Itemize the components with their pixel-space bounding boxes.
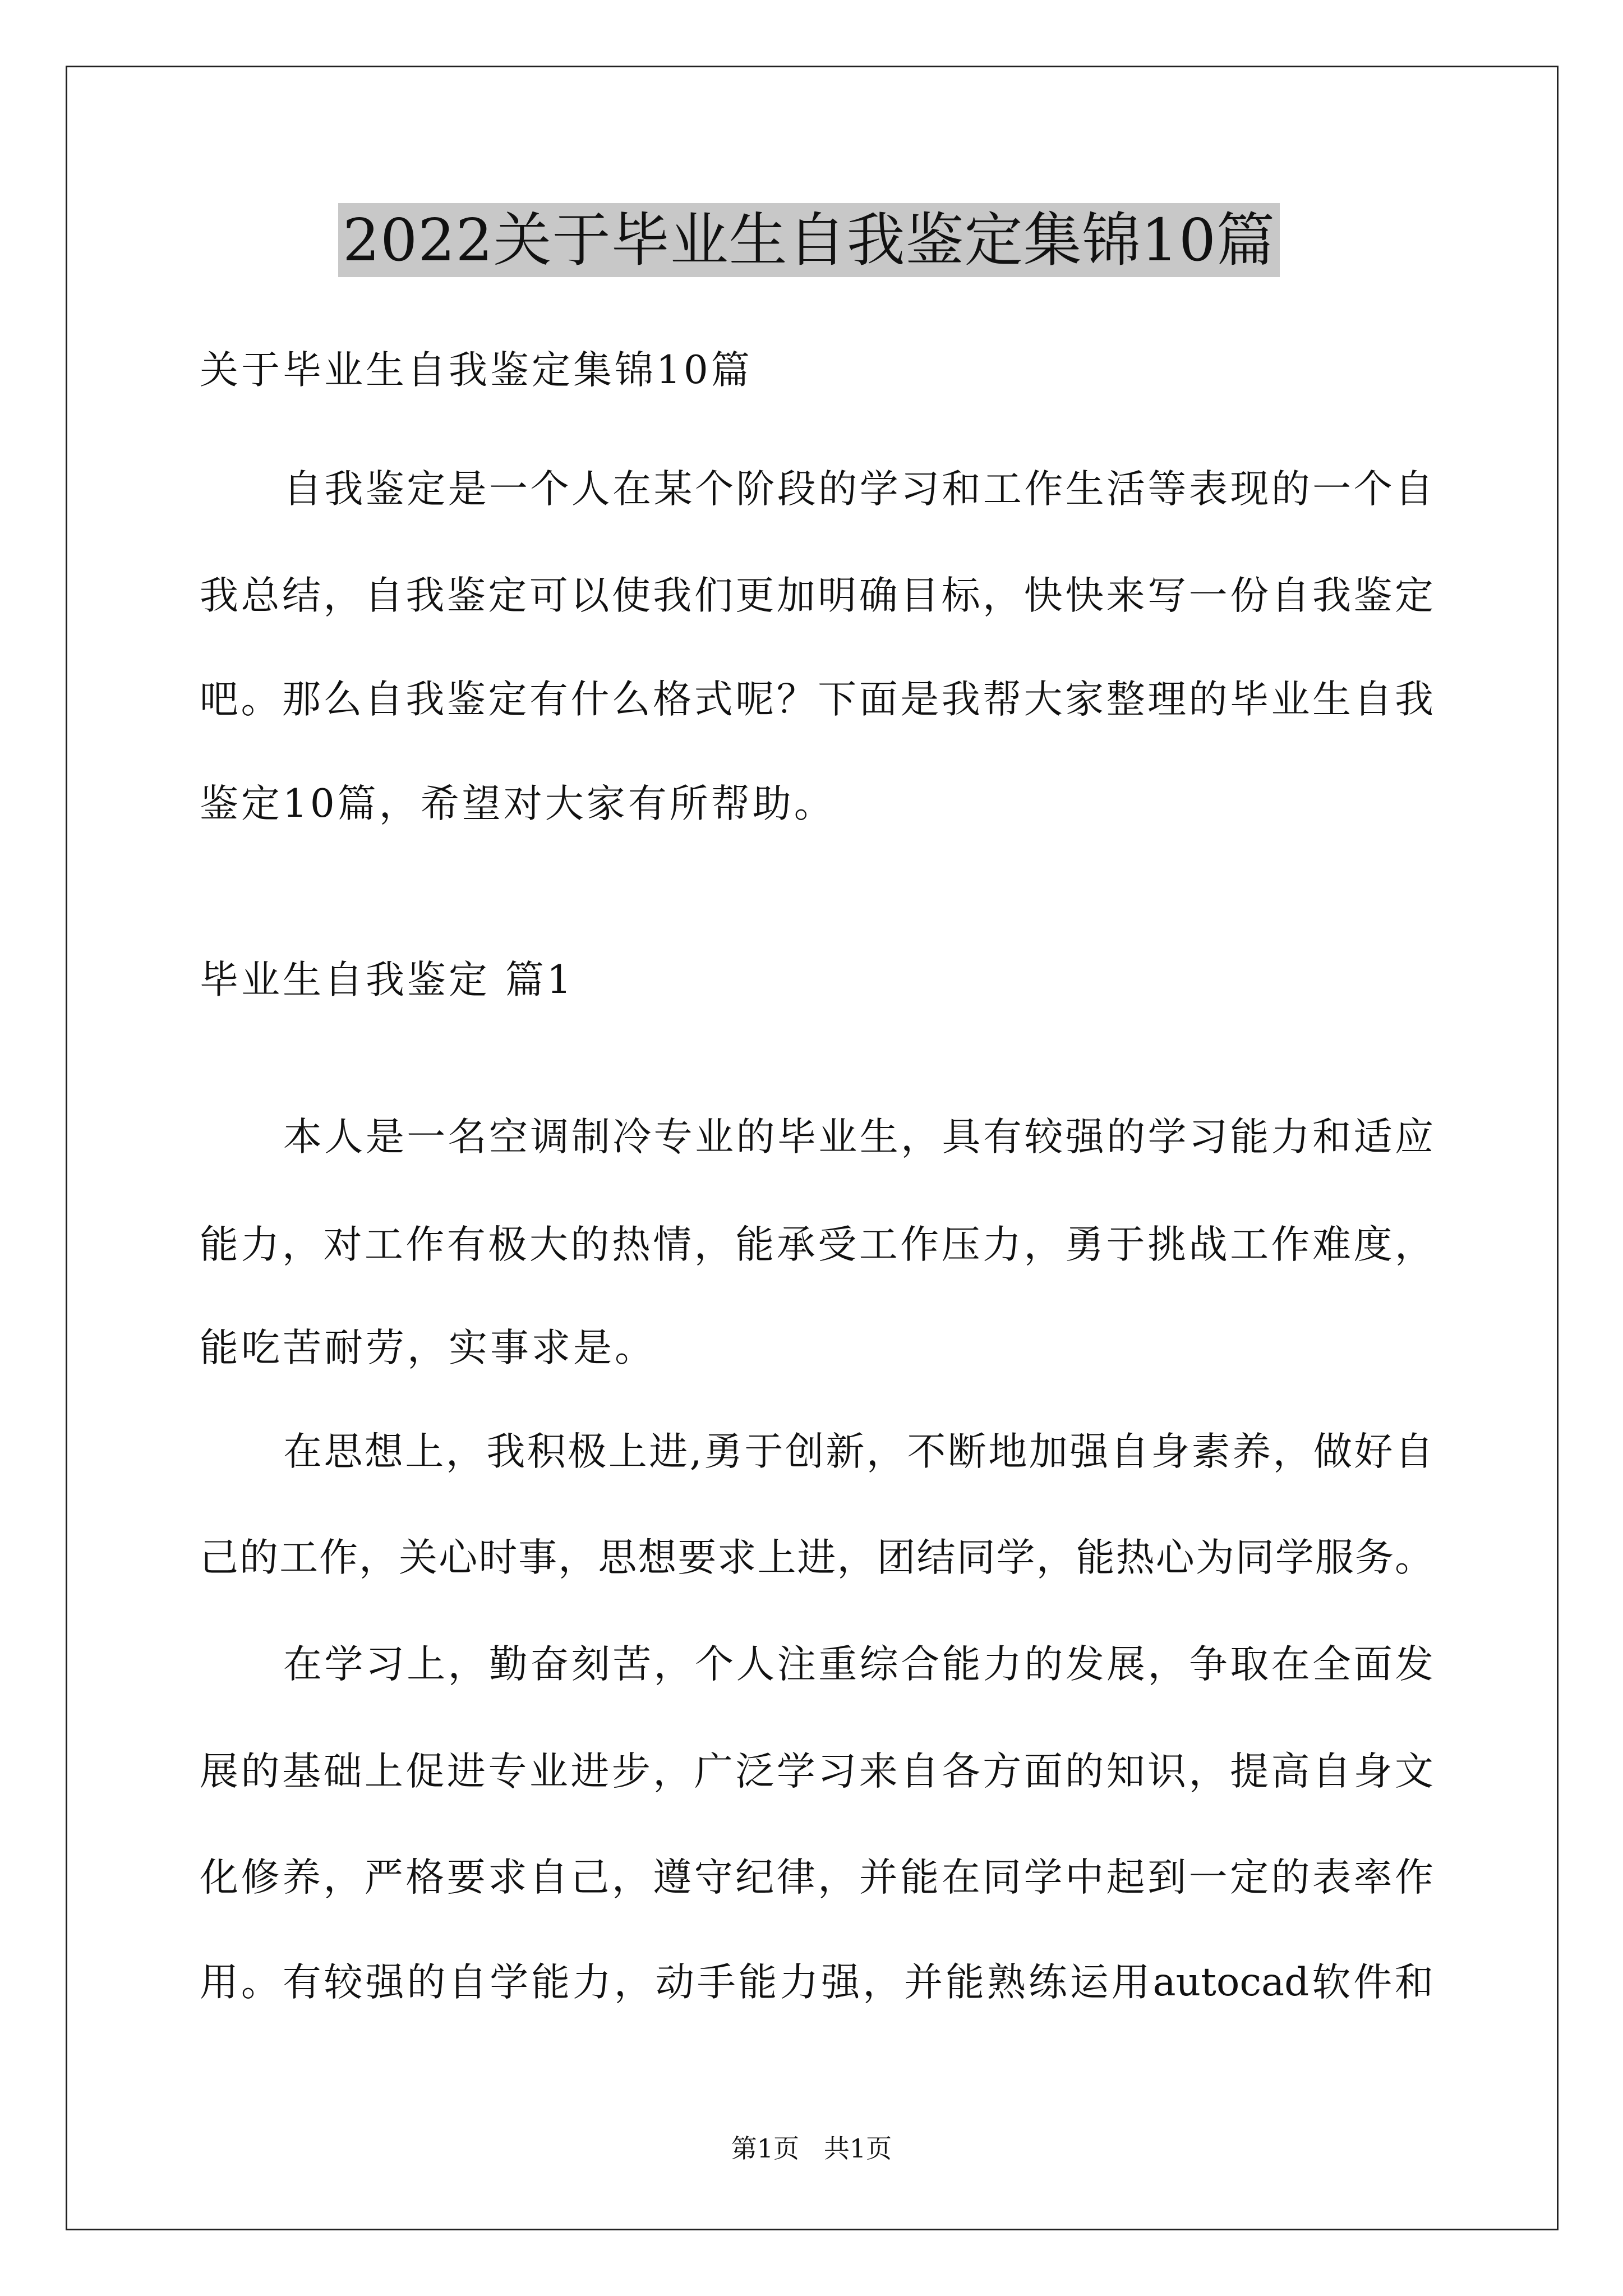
para2-line-1: 在思想上，我积极上进,勇于创新，不断地加强自身素养，做好自 xyxy=(283,1429,1433,1474)
para1-line-3: 能吃苦耐劳，实事求是。 xyxy=(200,1326,656,1370)
intro-line-3: 吧。那么自我鉴定有什么格式呢？下面是我帮大家整理的毕业生自我 xyxy=(200,677,1433,722)
para3-line-2: 展的基础上促进专业进步，广泛学习来自各方面的知识，提高自身文 xyxy=(200,1749,1433,1794)
intro-line-1: 自我鉴定是一个人在某个阶段的学习和工作生活等表现的一个自 xyxy=(283,467,1433,512)
para3-line-1: 在学习上，勤奋刻苦，个人注重综合能力的发展，争取在全面发 xyxy=(283,1642,1433,1687)
para2-line-2: 己的工作，关心时事，思想要求上进，团结同学，能热心为同学服务。 xyxy=(200,1535,1433,1580)
para1-line-1: 本人是一名空调制冷专业的毕业生，具有较强的学习能力和适应 xyxy=(283,1115,1433,1159)
document-subtitle: 关于毕业生自我鉴定集锦10篇 xyxy=(200,348,753,393)
section-heading: 毕业生自我鉴定 篇1 xyxy=(200,958,574,1002)
document-title: 2022关于毕业生自我鉴定集锦10篇 xyxy=(338,203,1280,277)
para3-line-3: 化修养，严格要求自己，遵守纪律，并能在同学中起到一定的表率作 xyxy=(200,1855,1433,1900)
intro-line-2: 我总结，自我鉴定可以使我们更加明确目标，快快来写一份自我鉴定 xyxy=(200,573,1433,618)
intro-line-4: 鉴定10篇，希望对大家有所帮助。 xyxy=(200,781,836,826)
para1-line-2: 能力，对工作有极大的热情，能承受工作压力，勇于挑战工作难度， xyxy=(200,1222,1433,1267)
para3-line-4: 用。有较强的自学能力，动手能力强，并能熟练运用autocad软件和 xyxy=(200,1960,1433,2005)
page-footer: 第1页 共1页 xyxy=(731,2133,892,2164)
